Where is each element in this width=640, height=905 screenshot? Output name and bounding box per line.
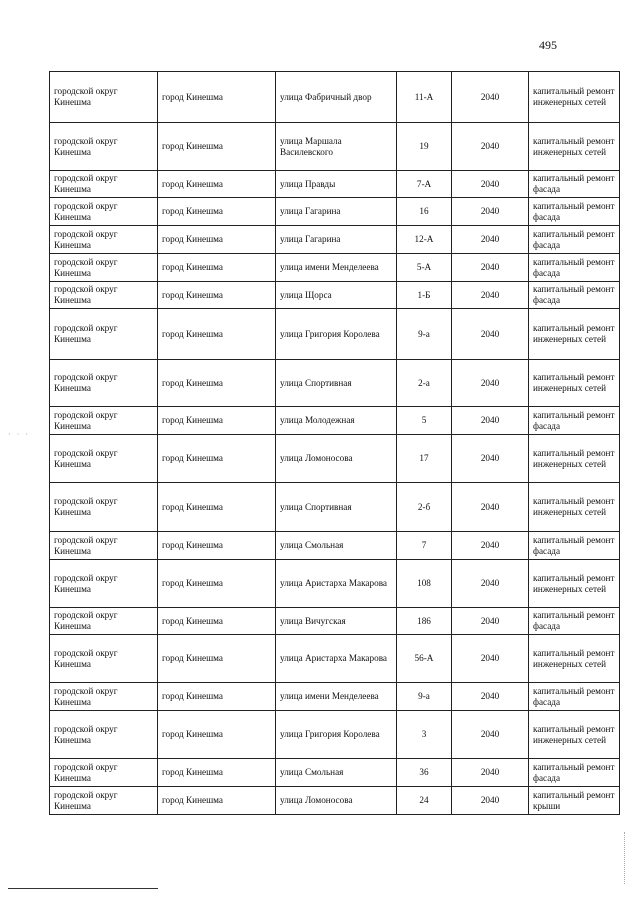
year-cell: 2040 — [452, 72, 529, 123]
work-type-cell: капитальный ремонт фасада — [529, 407, 620, 435]
city-cell: город Кинешма — [158, 759, 276, 787]
okrug-cell: городской округ Кинешма — [50, 483, 158, 532]
city-cell: город Кинешма — [158, 483, 276, 532]
okrug-cell: городской округ Кинешма — [50, 787, 158, 815]
city-cell: город Кинешма — [158, 407, 276, 435]
work-type-cell: капитальный ремонт инженерных сетей — [529, 309, 620, 360]
city-cell: город Кинешма — [158, 532, 276, 560]
house-number-cell: 7-А — [397, 171, 452, 198]
street-cell: улица Спортивная — [276, 360, 397, 407]
street-cell: улица Григория Королева — [276, 711, 397, 759]
work-type-cell: капитальный ремонт фасада — [529, 532, 620, 560]
work-type-cell: капитальный ремонт инженерных сетей — [529, 635, 620, 683]
street-cell: улица Гагарина — [276, 226, 397, 254]
city-cell: город Кинешма — [158, 282, 276, 309]
street-cell: улица имени Менделеева — [276, 683, 397, 711]
work-type-cell: капитальный ремонт крыши — [529, 787, 620, 815]
house-number-cell: 1-Б — [397, 282, 452, 309]
table-row — [50, 532, 620, 560]
table-row — [50, 309, 620, 360]
year-cell: 2040 — [452, 532, 529, 560]
work-type-cell: капитальный ремонт фасада — [529, 254, 620, 282]
table-row — [50, 171, 620, 198]
year-cell: 2040 — [452, 198, 529, 226]
street-cell: улица Ломоносова — [276, 787, 397, 815]
table-row — [50, 560, 620, 608]
scan-edge-mark — [624, 832, 626, 884]
work-type-cell: капитальный ремонт инженерных сетей — [529, 360, 620, 407]
year-cell: 2040 — [452, 123, 529, 171]
okrug-cell: городской округ Кинешма — [50, 759, 158, 787]
table-row — [50, 123, 620, 171]
table-row — [50, 683, 620, 711]
okrug-cell: городской округ Кинешма — [50, 72, 158, 123]
street-cell: улица Правды — [276, 171, 397, 198]
table-row — [50, 483, 620, 532]
okrug-cell: городской округ Кинешма — [50, 407, 158, 435]
house-number-cell: 108 — [397, 560, 452, 608]
okrug-cell: городской округ Кинешма — [50, 198, 158, 226]
page-number: 495 — [539, 38, 557, 52]
city-cell: город Кинешма — [158, 309, 276, 360]
street-cell: улица имени Менделеева — [276, 254, 397, 282]
street-cell: улица Ломоносова — [276, 435, 397, 483]
city-cell: город Кинешма — [158, 560, 276, 608]
house-number-cell: 7 — [397, 532, 452, 560]
okrug-cell: городской округ Кинешма — [50, 309, 158, 360]
footnote-rule — [8, 888, 158, 889]
house-number-cell: 36 — [397, 759, 452, 787]
city-cell: город Кинешма — [158, 683, 276, 711]
year-cell: 2040 — [452, 282, 529, 309]
work-type-cell: капитальный ремонт фасада — [529, 226, 620, 254]
street-cell: улица Фабричный двор — [276, 72, 397, 123]
house-number-cell: 9-а — [397, 309, 452, 360]
city-cell: город Кинешма — [158, 608, 276, 635]
margin-scan-marks: · · · — [8, 430, 30, 439]
street-cell: улица Щорса — [276, 282, 397, 309]
street-cell: улица Аристарха Макарова — [276, 635, 397, 683]
okrug-cell: городской округ Кинешма — [50, 560, 158, 608]
house-number-cell: 12-А — [397, 226, 452, 254]
street-cell: улица Смольная — [276, 759, 397, 787]
work-type-cell: капитальный ремонт фасада — [529, 282, 620, 309]
house-number-cell: 2-б — [397, 483, 452, 532]
work-type-cell: капитальный ремонт инженерных сетей — [529, 435, 620, 483]
city-cell: город Кинешма — [158, 226, 276, 254]
okrug-cell: городской округ Кинешма — [50, 608, 158, 635]
okrug-cell: городской округ Кинешма — [50, 282, 158, 309]
okrug-cell: городской округ Кинешма — [50, 532, 158, 560]
work-type-cell: капитальный ремонт инженерных сетей — [529, 711, 620, 759]
year-cell: 2040 — [452, 435, 529, 483]
street-cell: улица Спортивная — [276, 483, 397, 532]
year-cell: 2040 — [452, 483, 529, 532]
house-number-cell: 2-а — [397, 360, 452, 407]
work-type-cell: капитальный ремонт фасада — [529, 171, 620, 198]
street-cell: улица Аристарха Макарова — [276, 560, 397, 608]
year-cell: 2040 — [452, 608, 529, 635]
house-number-cell: 3 — [397, 711, 452, 759]
table-row — [50, 608, 620, 635]
street-cell: улица Григория Королева — [276, 309, 397, 360]
table-row — [50, 435, 620, 483]
house-number-cell: 19 — [397, 123, 452, 171]
street-cell: улица Смольная — [276, 532, 397, 560]
table-row — [50, 360, 620, 407]
table-row — [50, 787, 620, 815]
house-number-cell: 186 — [397, 608, 452, 635]
city-cell: город Кинешма — [158, 171, 276, 198]
table-row — [50, 407, 620, 435]
city-cell: город Кинешма — [158, 435, 276, 483]
work-type-cell: капитальный ремонт фасада — [529, 608, 620, 635]
city-cell: город Кинешма — [158, 72, 276, 123]
city-cell: город Кинешма — [158, 635, 276, 683]
okrug-cell: городской округ Кинешма — [50, 123, 158, 171]
year-cell: 2040 — [452, 787, 529, 815]
house-number-cell: 5-А — [397, 254, 452, 282]
year-cell: 2040 — [452, 360, 529, 407]
street-cell: улица Маршала Василевского — [276, 123, 397, 171]
house-number-cell: 5 — [397, 407, 452, 435]
year-cell: 2040 — [452, 635, 529, 683]
house-number-cell: 9-а — [397, 683, 452, 711]
street-cell: улица Молодежная — [276, 407, 397, 435]
city-cell: город Кинешма — [158, 123, 276, 171]
city-cell: город Кинешма — [158, 787, 276, 815]
year-cell: 2040 — [452, 759, 529, 787]
work-type-cell: капитальный ремонт инженерных сетей — [529, 123, 620, 171]
table-row — [50, 72, 620, 123]
table-row — [50, 254, 620, 282]
house-number-cell: 16 — [397, 198, 452, 226]
year-cell: 2040 — [452, 560, 529, 608]
table-row — [50, 635, 620, 683]
work-type-cell: капитальный ремонт фасада — [529, 683, 620, 711]
year-cell: 2040 — [452, 309, 529, 360]
table-row — [50, 282, 620, 309]
year-cell: 2040 — [452, 171, 529, 198]
table-row — [50, 198, 620, 226]
house-number-cell: 56-А — [397, 635, 452, 683]
okrug-cell: городской округ Кинешма — [50, 254, 158, 282]
year-cell: 2040 — [452, 683, 529, 711]
city-cell: город Кинешма — [158, 254, 276, 282]
house-number-cell: 17 — [397, 435, 452, 483]
okrug-cell: городской округ Кинешма — [50, 635, 158, 683]
address-table — [49, 71, 620, 815]
okrug-cell: городской округ Кинешма — [50, 711, 158, 759]
year-cell: 2040 — [452, 711, 529, 759]
city-cell: город Кинешма — [158, 711, 276, 759]
okrug-cell: городской округ Кинешма — [50, 360, 158, 407]
year-cell: 2040 — [452, 226, 529, 254]
work-type-cell: капитальный ремонт инженерных сетей — [529, 560, 620, 608]
okrug-cell: городской округ Кинешма — [50, 435, 158, 483]
city-cell: город Кинешма — [158, 198, 276, 226]
house-number-cell: 24 — [397, 787, 452, 815]
work-type-cell: капитальный ремонт фасада — [529, 198, 620, 226]
table-row — [50, 711, 620, 759]
city-cell: город Кинешма — [158, 360, 276, 407]
okrug-cell: городской округ Кинешма — [50, 171, 158, 198]
street-cell: улица Вичугская — [276, 608, 397, 635]
work-type-cell: капитальный ремонт инженерных сетей — [529, 72, 620, 123]
street-cell: улица Гагарина — [276, 198, 397, 226]
work-type-cell: капитальный ремонт фасада — [529, 759, 620, 787]
table-row — [50, 759, 620, 787]
table-row — [50, 226, 620, 254]
okrug-cell: городской округ Кинешма — [50, 683, 158, 711]
okrug-cell: городской округ Кинешма — [50, 226, 158, 254]
year-cell: 2040 — [452, 407, 529, 435]
year-cell: 2040 — [452, 254, 529, 282]
house-number-cell: 11-А — [397, 72, 452, 123]
work-type-cell: капитальный ремонт инженерных сетей — [529, 483, 620, 532]
